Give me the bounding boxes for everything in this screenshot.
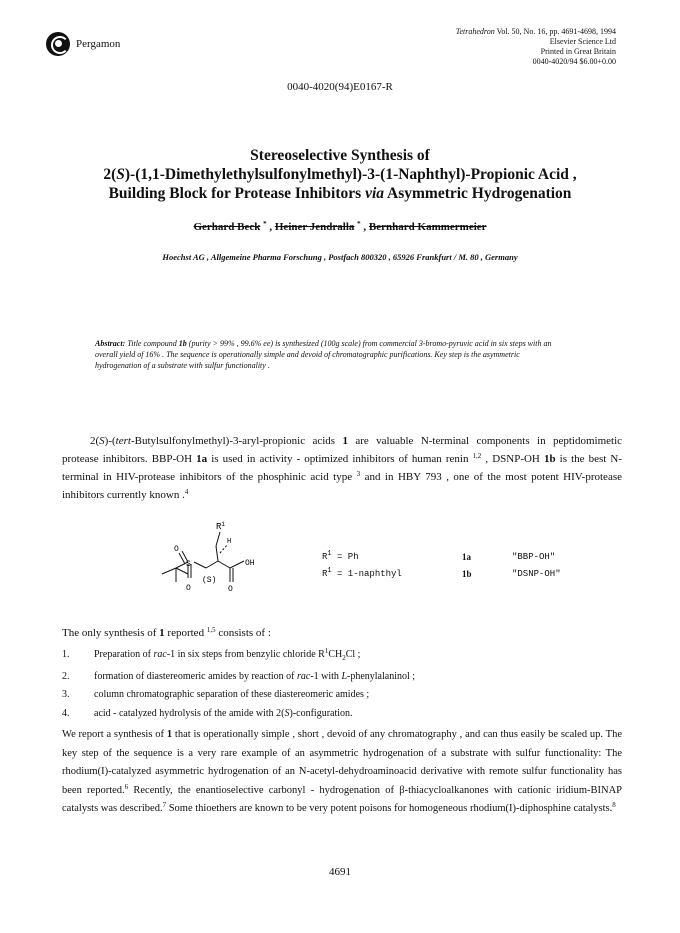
- r-group-table: [322, 549, 561, 583]
- bond: [206, 561, 218, 568]
- hydroxyl-label: OH: [245, 559, 255, 568]
- citation-sup: 1,2: [472, 452, 482, 460]
- volume-pages: Vol. 50, No. 16, pp. 4691-4698, 1994: [496, 27, 616, 36]
- chemical-structure: [160, 520, 310, 602]
- citation-block: [456, 27, 616, 67]
- bond: [216, 532, 220, 546]
- citation-sup: 3: [356, 470, 361, 478]
- page-number: 4691: [329, 866, 351, 878]
- synthesis-intro: The only synthesis of 1 reported $^{1,5}$ consists of :: [62, 626, 271, 639]
- paper-title: [40, 146, 640, 203]
- stereo-descriptor: (S): [202, 576, 217, 585]
- author-name: Gerhard Beck: [193, 221, 261, 233]
- journal-name: Tetrahedron: [455, 27, 495, 36]
- compound-code: 1a: [462, 552, 471, 562]
- bond: [230, 561, 244, 568]
- bond: [216, 546, 218, 561]
- article-identifier: 0040-4020(94)E0167-R: [287, 81, 393, 93]
- abstract: Abstract: Title compound 1b (purity > 99% , 99.6% ee) is synthesized (100g scale) from commercial 3-bromo-pyruvic acid in six steps with an overall yield of 16% . The sequence is operationally simple and devoid of chromatographic purifications. Key step is the asymmetric hydrogenation of a substrate with sulfur functionality .: [95, 339, 552, 370]
- bond: [218, 561, 230, 568]
- r1-label: $R^1$: [216, 521, 226, 532]
- compound-code: 1b: [462, 569, 472, 579]
- author-list: Gerhard Beck * , Heiner Jendralla * , Bernhard Kammermeier: [193, 220, 487, 233]
- publisher-header: [46, 32, 120, 56]
- citation-line: [456, 27, 616, 37]
- synthesis-steps: [62, 646, 415, 723]
- abstract-label: Abstract:: [95, 339, 126, 348]
- printed-location: Printed in Great Britain: [540, 47, 616, 56]
- author-name: Heiner Jendralla: [274, 221, 355, 233]
- bond: [194, 562, 206, 568]
- list-item: 1. Preparation of rac-1 in six steps from benzylic chloride $R^1CH_2Cl$ ;: [62, 647, 361, 662]
- oxygen-label: O: [228, 585, 233, 594]
- compound-name: "DSNP-OH": [512, 569, 561, 579]
- corresponding-marker: *: [357, 220, 361, 228]
- title-line-3: Building Block for Protease Inhibitors via Asymmetric Hydrogenation: [108, 185, 572, 202]
- bond: [162, 568, 176, 574]
- issn-price: 0040-4020/94 $6.00+0.00: [532, 57, 616, 66]
- body-paragraph: We report a synthesis of 1 that is operationally simple , short , devoid of any chromatography , and can thus easily be scaled up. The key step of the sequence is a very rare example of an asymmetric hydrogenation of a substrate with sulfur functionality: The rhodium(I)-catalyzed asymmetric hydrogenation of an N-acetyl-dehydroaminoacid derivative with remote sulfur functionality has been reported.$^6$ Recently, the enantioselective carbonyl - hydrogenation of β-thiacycloalkanones with cationic iridium-BINAP catalysts was described.$^7$ Some thioethers are known to be very potent poisons for homogeneous rhodium(I)-diphosphine catalysts.$^8$: [62, 729, 622, 814]
- citation-sup: 4: [184, 488, 189, 496]
- copyright-holder: Elsevier Science Ltd: [549, 37, 616, 46]
- r-group-row: $R^1$ = 1-naphthyl 1b "DSNP-OH": [322, 566, 561, 583]
- title-line-1: Stereoselective Synthesis of: [250, 147, 430, 164]
- title-line-2: 2(S)-(1,1-Dimethylethylsulfonylmethyl)-3-(1-Naphthyl)-Propionic Acid ,: [103, 166, 577, 183]
- intro-paragraph: 2(S)-(tert-Butylsulfonylmethyl)-3-aryl-propionic acids 1 are valuable N-terminal components in peptidomimetic protease inhibitors. BBP-OH 1a is used in activity - optimized inhibitors of human renin $^{1,2}$ , DSNP-OH 1b is the best N-terminal in HIV-protease inhibitors of the phosphinic acid type $^3$ and in HBY 793 , one of the most potent HIV-protease inhibitors currently known .$^4$: [62, 435, 623, 501]
- list-item: 4. acid - catalyzed hydrolysis of the amide with 2(S)-configuration.: [62, 707, 353, 719]
- publisher-name: Pergamon: [76, 38, 121, 50]
- affiliation: Hoechst AG , Allgemeine Pharma Forschung , Postfach 800320 , 65926 Frankfurt / M. 80 , Germany: [162, 252, 518, 262]
- corresponding-marker: *: [263, 220, 267, 228]
- pergamon-logo-icon: [46, 32, 70, 56]
- list-item: 3. column chromatographic separation of these diastereomeric amides ;: [62, 689, 370, 700]
- oxygen-label: O: [186, 584, 191, 593]
- compound-name: "BBP-OH": [512, 552, 556, 562]
- r-group-row: $R^1 = Ph$ 1a "BBP-OH": [322, 549, 561, 566]
- hydrogen-label: H: [227, 538, 232, 546]
- author-name: Bernhard Kammermeier: [368, 221, 487, 233]
- oxygen-label: O: [174, 545, 179, 554]
- sulfur-label: S: [186, 560, 191, 569]
- list-item: 2. formation of diastereomeric amides by reaction of rac-1 with L-phenylalaninol ;: [62, 670, 416, 682]
